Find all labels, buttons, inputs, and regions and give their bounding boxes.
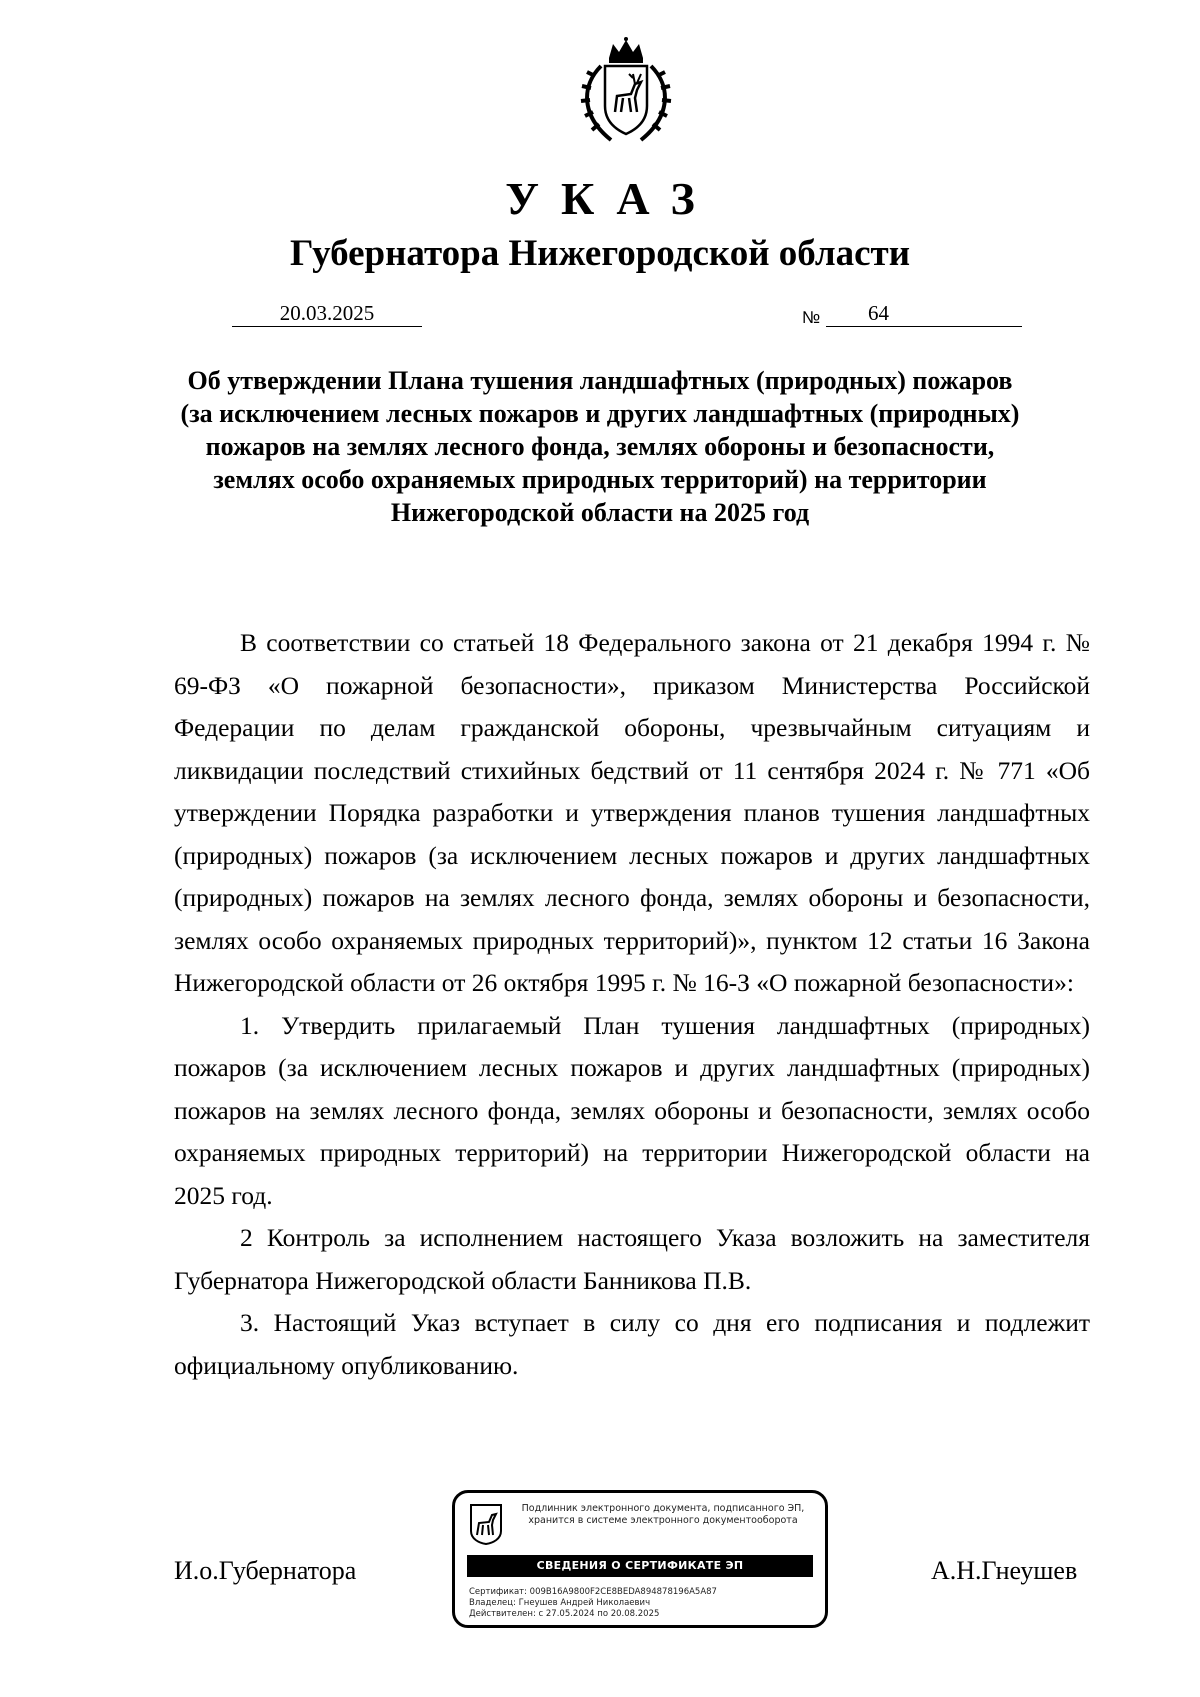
number-label: №	[802, 308, 821, 327]
decree-body	[174, 622, 1090, 1387]
item-2-paragraph: 2 Контроль за исполнением настоящего Указа возложить на заместителя Губернатора Нижегородской области Банникова П.В.	[174, 1223, 1090, 1295]
certificate-owner: Владелец: Гнеушев Андрей Николаевич	[469, 1598, 651, 1608]
decree-date: 20.03.2025	[232, 300, 422, 327]
signatory-role: И.о.Губернатора	[174, 1556, 357, 1585]
certificate-info-bar: СВЕДЕНИЯ О СЕРТИФИКАТЕ ЭП	[467, 1555, 813, 1577]
certificate-details	[469, 1587, 717, 1620]
deer-emblem-icon	[469, 1503, 503, 1545]
decree-subject: Об утверждении Плана тушения ландшафтных (природных) пожаров (за исключением лесных пожаров и других ландшафтных (природных) пожаров на землях лесного фонда, землях обороны и безопасности, землях особо охраняемых природных территорий) на территории Нижегородской области на 2025 год	[180, 366, 1020, 527]
issuer-title: Губернатора Нижегородской области	[289, 233, 911, 274]
stamp-header	[507, 1503, 819, 1527]
decree-type-title: УКАЗ	[505, 173, 717, 224]
certificate-serial: Сертификат: 009B16A9800F2CE8BEDA894878196A5A87	[469, 1587, 717, 1597]
signatory-name: А.Н.Гнеушев	[931, 1556, 1078, 1585]
stamp-header-line-2: хранится в системе электронного документооборота	[528, 1515, 798, 1526]
item-3-paragraph: 3. Настоящий Указ вступает в силу со дня его подписания и подлежит официальному опубликованию.	[174, 1308, 1090, 1380]
stamp-header-line-1: Подлинник электронного документа, подписанного ЭП,	[521, 1503, 805, 1514]
certificate-validity: Действителен: с 27.05.2024 по 20.08.2025	[469, 1609, 660, 1619]
preamble-paragraph: В соответствии со статьей 18 Федерального закона от 21 декабря 1994 г. № 69-ФЗ «О пожарной безопасности», приказом Министерства Российской Федерации по делам гражданской обороны, чрезвычайным ситуациям и ликвидации последствий стихийных бедствий от 11 сентября 2024 г. № 771 «Об утверждении Порядка разработки и утверждения планов тушения ландшафтных (природных) пожаров (за исключением лесных пожаров и других ландшафтных (природных) пожаров на землях лесного фонда, землях обороны и безопасности, землях особо охраняемых природных территорий)», пунктом 12 статьи 16 Закона Нижегородской области от 26 октября 1995 г. № 16-З «О пожарной безопасности»:	[174, 628, 1090, 997]
item-1-paragraph: 1. Утвердить прилагаемый План тушения ландшафтных (природных) пожаров (за исключением лесных пожаров и других ландшафтных (природных) пожаров на землях лесного фонда, землях обороны и безопасности, землях особо охраняемых природных территорий) на территории Нижегородской области на 2025 год.	[174, 1010, 1090, 1210]
decree-number-field	[826, 300, 1022, 327]
electronic-signature-stamp	[452, 1490, 828, 1628]
coat-of-arms-icon	[571, 36, 681, 146]
decree-number: 64	[868, 301, 889, 325]
